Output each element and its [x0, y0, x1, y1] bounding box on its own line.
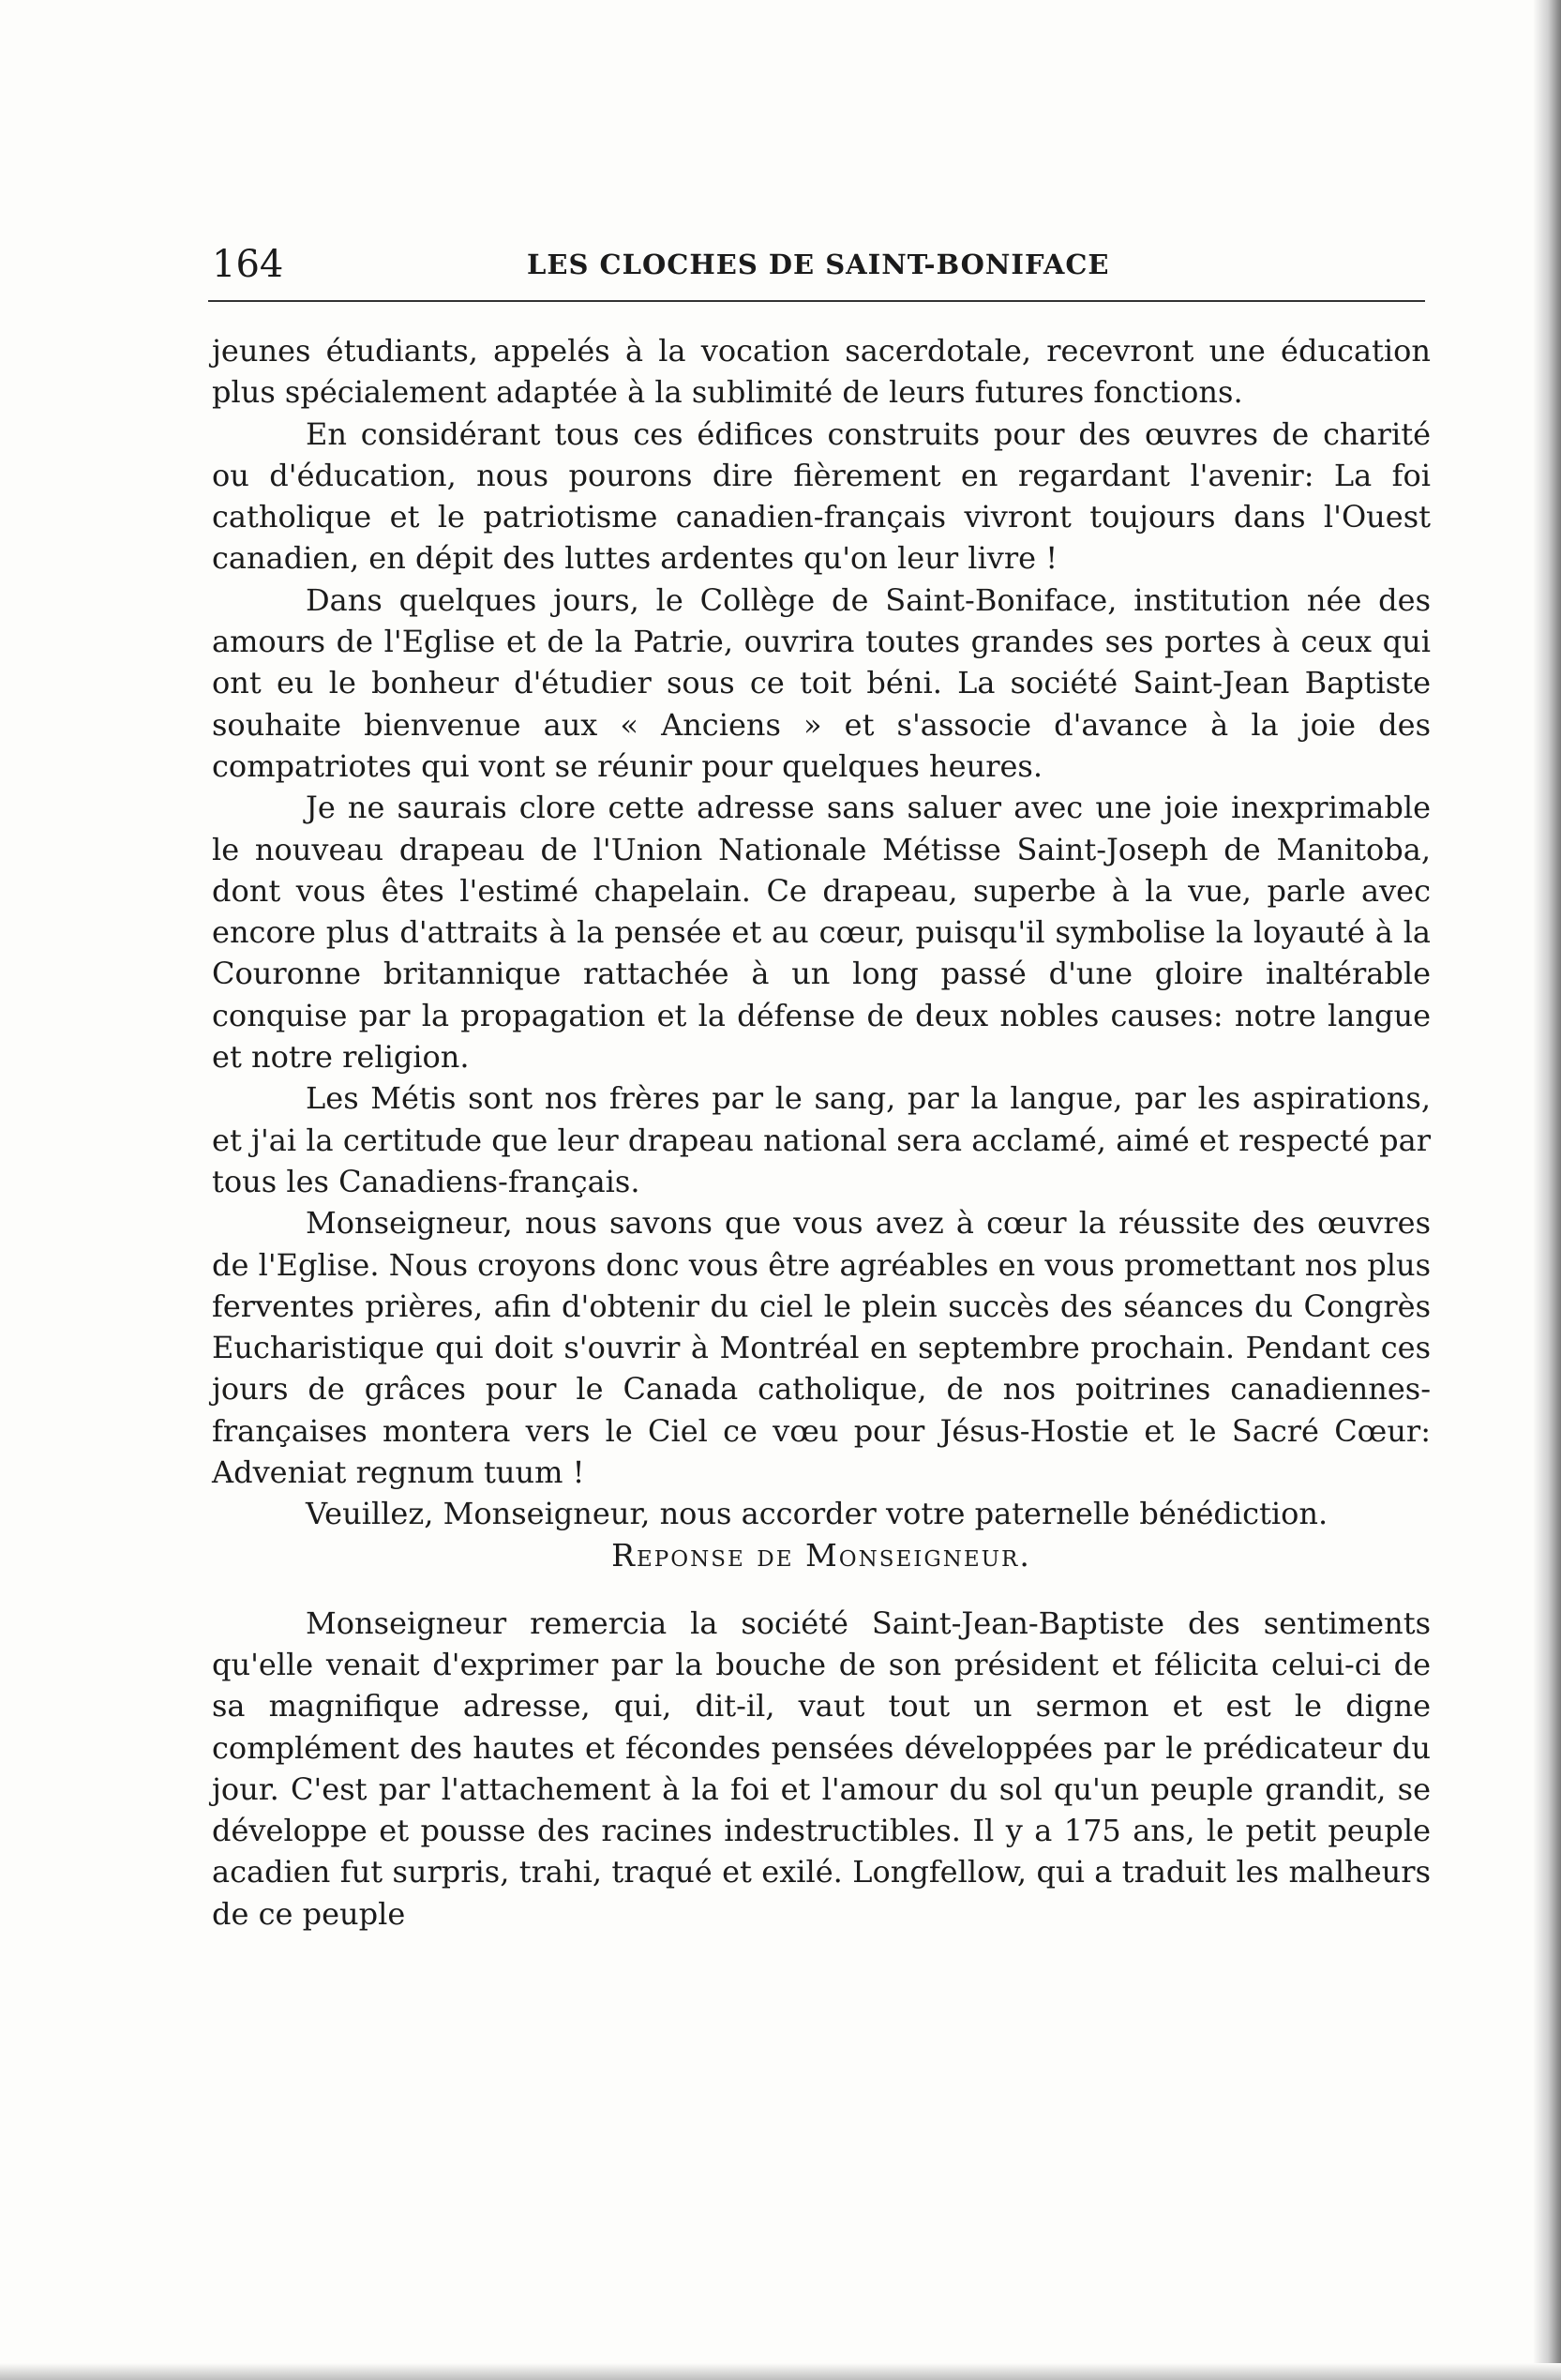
paragraph: Je ne saurais clore cette adresse sans saluer avec une joie inexprimable le nouveau drapeau de l'Union Nationale Métisse Saint-Joseph de Manitoba, dont vous êtes l'estimé chapelain. Ce drapeau, superbe à la vue, parle avec encore plus d'attraits à la pensée et au cœur, puisqu'il symbolise la loyauté à la Couronne britannique rattachée à un long passé d'une gloire inaltérable conquise par la propagation et la défense de deux nobles causes: notre langue et notre religion. — [212, 790, 1431, 1076]
page-number: 164 — [212, 243, 284, 286]
paragraph: Monseigneur, nous savons que vous avez à cœur la réussite des œuvres de l'Eglise. Nous croyons donc vous être agréables en vous promettant nos plus ferventes prières, afin d'obtenir du ciel le plein succès des séances du Congrès Eucharistique qui doit s'ouvrir à Montréal en septembre prochain. Pendant ces jours de grâces pour le Canada catholique, de nos poitrines canadiennes-françaises montera vers le Ciel ce vœu pour Jésus-Hostie et le Sacré Cœur: Adveniat regnum tuum ! — [212, 1205, 1431, 1491]
page-edge-shadow — [1533, 0, 1561, 2380]
page-bottom-shadow — [0, 2363, 1561, 2380]
paragraph: Monseigneur remercia la société Saint-Jean-Baptiste des sentiments qu'elle venait d'exprimer par la bouche de son président et félicita celui-ci de sa magnifique adresse, qui, dit-il, vaut tout un sermon et est le digne complément des hautes et fécondes pensées développées par le prédicateur du jour. C'est par l'attachement à la foi et l'amour du sol qu'un peuple grandit, se développe et pousse des racines indestructibles. Il y a 175 ans, le petit peuple acadien fut surpris, trahi, traqué et exilé. Longfellow, qui a traduit les malheurs de ce peuple — [212, 1604, 1431, 1932]
paragraph: Dans quelques jours, le Collège de Saint-Boniface, institution née des amours de l'Eglise et de la Patrie, ouvrira toutes grandes ses portes à ceux qui ont eu le bonheur d'étudier sous ce toit béni. La société Saint-Jean Baptiste souhaite bienvenue aux « Anciens » et s'associe d'avance à la joie des compatriotes qui vont se réunir pour quelques heures. — [212, 581, 1431, 784]
page-header — [208, 236, 1425, 293]
body-text — [212, 330, 1431, 1935]
paragraph: En considérant tous ces édifices construits pour des œuvres de charité ou d'éducation, nous pourons dire fièrement en regardant l'avenir: La foi catholique et le patriotisme canadien-français vivront toujours dans l'Ouest canadien, en dépit des luttes ardentes qu'on leur livre ! — [212, 415, 1431, 577]
paragraph: Les Métis sont nos frères par le sang, par la langue, par les aspirations, et j'ai la certitude que leur drapeau national sera acclamé, aimé et respecté par tous les Canadiens-français. — [212, 1080, 1431, 1199]
running-head: LES CLOCHES DE SAINT-BONIFACE — [527, 249, 1110, 280]
paragraph: Veuillez, Monseigneur, nous accorder votre paternelle bénédiction. — [306, 1496, 1328, 1532]
header-rule — [208, 300, 1425, 302]
section-heading: Reponse de Monseigneur. — [611, 1536, 1031, 1574]
paragraph-continued: jeunes étudiants, appelés à la vocation sacerdotale, recevront une éducation plus spécialement adaptée à la sublimité de leurs futures fonctions. — [212, 333, 1431, 411]
